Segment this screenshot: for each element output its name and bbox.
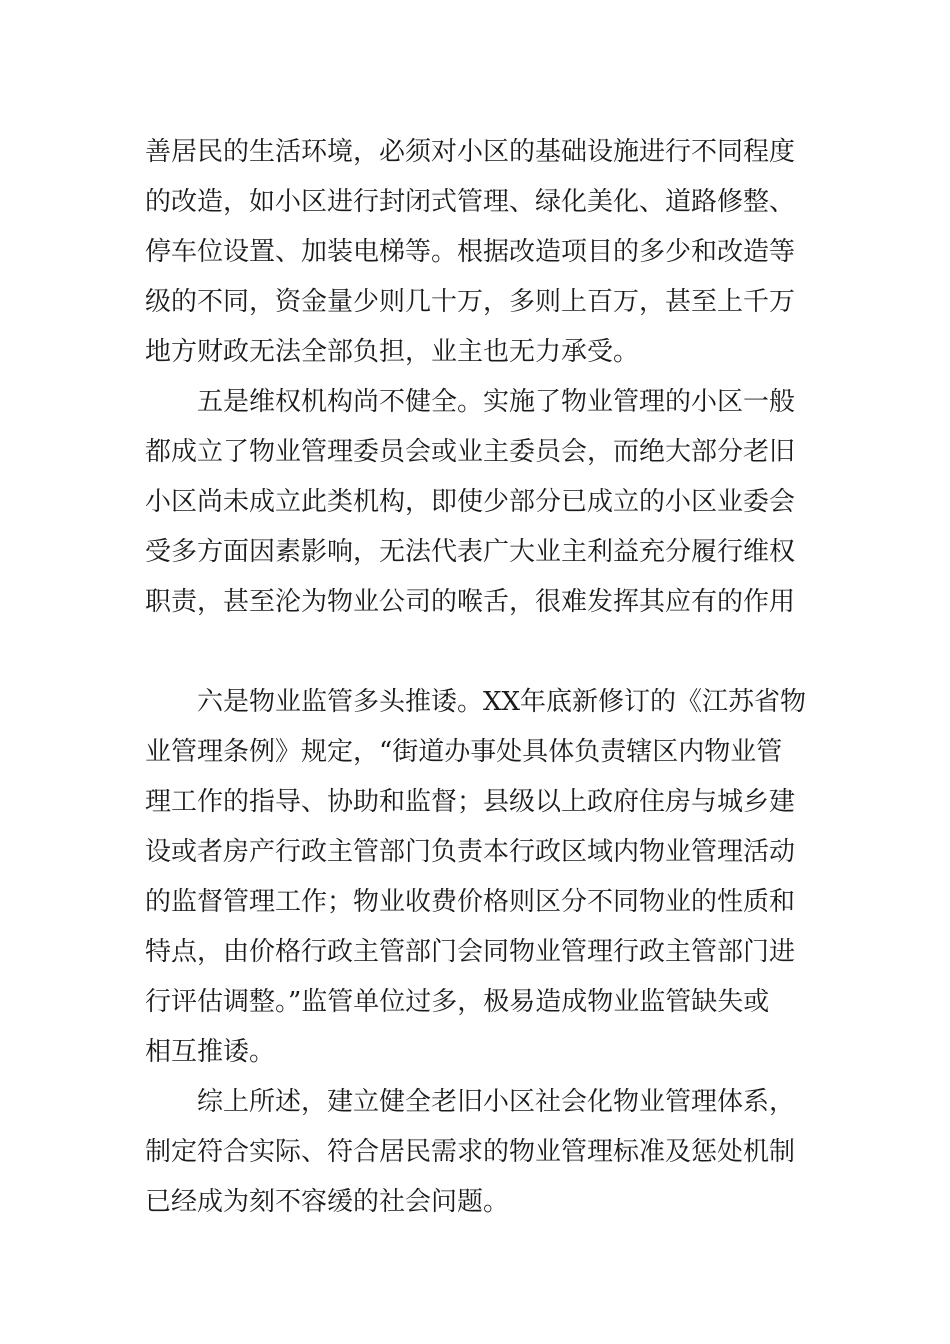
text-line: 停车位设置、加装电梯等。根据改造项目的多少和改造等 bbox=[145, 237, 796, 267]
text-line: 受多方面因素影响，无法代表广大业主利益充分履行维权 bbox=[145, 537, 796, 567]
text-line: 设或者房产行政主管部门负责本行政区域内物业管理活动 bbox=[145, 837, 796, 867]
text-line: 业管理条例》规定，“街道办事处具体负责辖区内物业管 bbox=[145, 737, 783, 767]
text-line: 制定符合实际、符合居民需求的物业管理标准及惩处机制 bbox=[145, 1137, 796, 1167]
text-line: 地方财政无法全部负担，业主也无力承受。 bbox=[145, 337, 640, 367]
text-line: 的监督管理工作；物业收费价格则区分不同物业的性质和 bbox=[145, 887, 796, 917]
text-line: 已经成为刻不容缓的社会问题。 bbox=[145, 1187, 510, 1217]
text-line: 级的不同，资金量少则几十万，多则上百万，甚至上千万 bbox=[145, 287, 796, 317]
text-line: 的改造，如小区进行封闭式管理、绿化美化、道路修整、 bbox=[145, 187, 796, 217]
text-line: 善居民的生活环境，必须对小区的基础设施进行不同程度 bbox=[145, 137, 796, 167]
text-line: 行评估调整。”监管单位过多，极易造成物业监管缺失或 bbox=[145, 987, 770, 1017]
paragraph-five-start: 五是维权机构尚不健全。实施了物业管理的小区一般 bbox=[197, 387, 796, 417]
paragraph-six-start: 六是物业监管多头推诿。XX年底新修订的《江苏省物 bbox=[197, 687, 807, 717]
summary-paragraph-start: 综上所述，建立健全老旧小区社会化物业管理体系， bbox=[197, 1087, 796, 1117]
text-line: 职责，甚至沦为物业公司的喉舌，很难发挥其应有的作用 bbox=[145, 587, 796, 617]
text-line: 理工作的指导、协助和监督；县级以上政府住房与城乡建 bbox=[145, 787, 796, 817]
text-line: 特点，由价格行政主管部门会同物业管理行政主管部门进 bbox=[145, 937, 796, 967]
text-line: 都成立了物业管理委员会或业主委员会，而绝大部分老旧 bbox=[145, 437, 796, 467]
text-line: 相互推诿。 bbox=[145, 1037, 276, 1067]
text-line: 小区尚未成立此类机构，即使少部分已成立的小区业委会 bbox=[145, 487, 796, 517]
